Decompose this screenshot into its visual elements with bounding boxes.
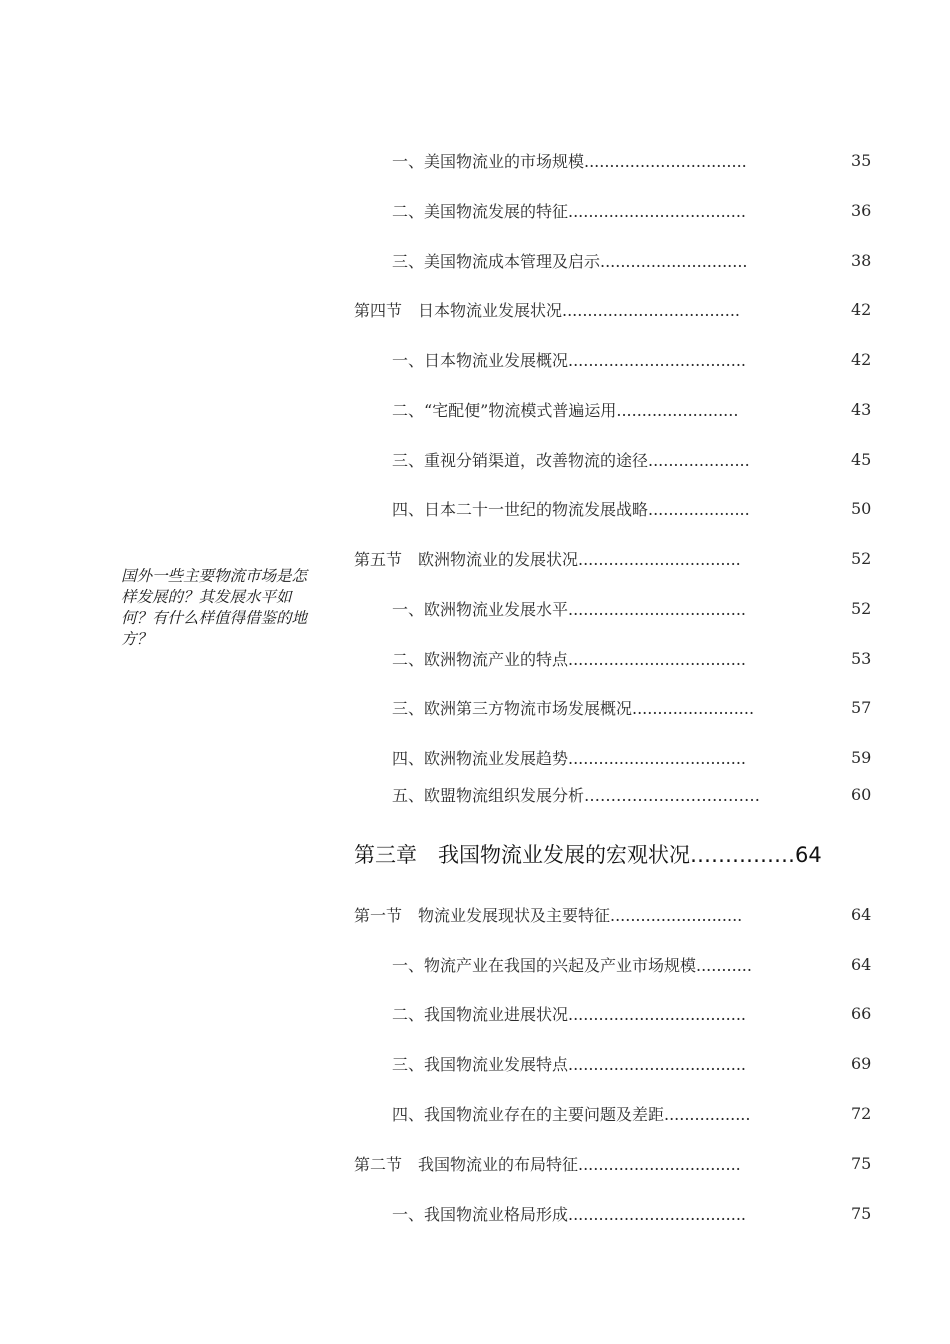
- toc-entry-page: 69: [851, 1053, 872, 1073]
- toc-entry-page: 72: [851, 1103, 872, 1123]
- toc-section-entry[interactable]: [354, 902, 882, 926]
- toc-entry[interactable]: [392, 695, 882, 719]
- toc-entry[interactable]: [392, 646, 882, 670]
- toc-entry-page: 66: [851, 1003, 872, 1023]
- toc-entry-label: 一、欧洲物流业发展水平...................................: [392, 599, 747, 619]
- toc-entry-label: 第四节 日本物流业发展状况...................................: [354, 300, 741, 320]
- toc-entry-page: 35: [851, 150, 872, 170]
- toc-entry-label: 三、美国物流成本管理及启示.............................: [392, 251, 748, 271]
- toc-entry[interactable]: [392, 447, 882, 471]
- toc-entry[interactable]: [392, 397, 882, 421]
- toc-section-entry[interactable]: [354, 297, 882, 321]
- toc-entry-label: 第一节 物流业发展现状及主要特征..........................: [354, 905, 743, 925]
- toc-entry[interactable]: [392, 596, 882, 620]
- toc-entry[interactable]: [392, 248, 882, 272]
- toc-entry[interactable]: [392, 952, 882, 976]
- toc-entry-label: 一、日本物流业发展概况...................................: [392, 350, 747, 370]
- toc-entry[interactable]: [392, 148, 882, 172]
- toc-chapter-heading[interactable]: 第三章 我国物流业发展的宏观状况……………64: [354, 843, 822, 867]
- toc-entry-page: 57: [851, 697, 872, 717]
- toc-entry-page: 64: [851, 904, 872, 924]
- toc-entry-page: 75: [851, 1203, 872, 1223]
- toc-entry-label: 四、欧洲物流业发展趋势...................................: [392, 748, 747, 768]
- toc-entry-page: 60: [851, 784, 872, 804]
- toc-entry-label: 一、美国物流业的市场规模................................: [392, 151, 747, 171]
- toc-entry-label: 一、我国物流业格局形成...................................: [392, 1204, 747, 1224]
- toc-entry-page: 52: [851, 548, 872, 568]
- toc-entry-label: 第二节 我国物流业的布局特征................................: [354, 1154, 741, 1174]
- toc-entry-page: 38: [851, 250, 872, 270]
- toc-entry-label: 二、美国物流发展的特征...................................: [392, 201, 747, 221]
- toc-entry[interactable]: [392, 1001, 882, 1025]
- toc-entry-label: 二、欧洲物流产业的特点...................................: [392, 649, 747, 669]
- toc-entry[interactable]: [392, 745, 882, 769]
- toc-section-entry[interactable]: [354, 546, 882, 570]
- toc-entry-label: 三、欧洲第三方物流市场发展概况........................: [392, 698, 755, 718]
- toc-entry-label: 一、物流产业在我国的兴起及产业市场规模...........: [392, 955, 752, 975]
- toc-entry[interactable]: [392, 1101, 882, 1125]
- toc-entry-label: 四、我国物流业存在的主要问题及差距.................: [392, 1104, 751, 1124]
- toc-entry[interactable]: [392, 1201, 882, 1225]
- toc-entry-page: 53: [851, 648, 872, 668]
- toc-entry-label: 三、重视分销渠道，改善物流的途径....................: [392, 450, 750, 470]
- toc-entry[interactable]: [392, 496, 882, 520]
- toc-entry[interactable]: [392, 782, 882, 806]
- toc-entry-label: 五、欧盟物流组织发展分析……………………………: [392, 785, 761, 805]
- toc-entry[interactable]: [392, 347, 882, 371]
- toc-entry-page: 50: [851, 498, 872, 518]
- toc-entry-label: 四、日本二十一世纪的物流发展战略....................: [392, 499, 750, 519]
- toc-entry-page: 36: [851, 200, 872, 220]
- toc-entry[interactable]: [392, 198, 882, 222]
- sidebar-note: 国外一些主要物流市场是怎样发展的？其发展水平如何？有什么样值得借鉴的地方？: [121, 567, 308, 648]
- toc-entry-page: 64: [851, 954, 872, 974]
- toc-entry[interactable]: [392, 1051, 882, 1075]
- toc-entry-label: 二、我国物流业进展状况...................................: [392, 1004, 747, 1024]
- toc-section-entry[interactable]: [354, 1151, 882, 1175]
- toc-entry-page: 59: [851, 747, 872, 767]
- toc-entry-label: 二、“宅配便”物流模式普遍运用........................: [392, 400, 739, 420]
- toc-entry-page: 45: [851, 449, 872, 469]
- toc-entry-label: 第五节 欧洲物流业的发展状况................................: [354, 549, 741, 569]
- toc-entry-page: 42: [851, 349, 872, 369]
- toc-entry-page: 52: [851, 598, 872, 618]
- toc-entry-page: 75: [851, 1153, 872, 1173]
- toc-entry-page: 42: [851, 299, 872, 319]
- toc-entry-label: 三、我国物流业发展特点...................................: [392, 1054, 747, 1074]
- toc-entry-page: 43: [851, 399, 872, 419]
